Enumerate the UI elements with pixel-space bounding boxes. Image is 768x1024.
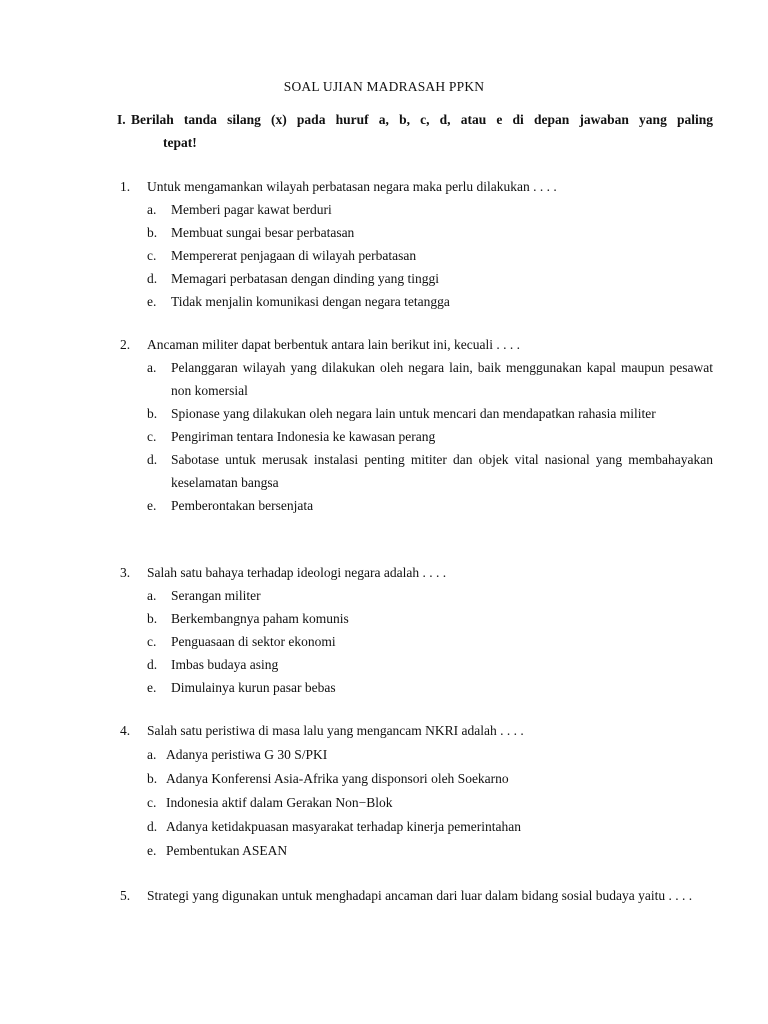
option-d[interactable] — [120, 815, 713, 839]
option-text: Mempererat penjagaan di wilayah perbatasan — [171, 248, 417, 263]
option-e[interactable] — [120, 494, 713, 517]
option-text: Imbas budaya asing — [171, 657, 279, 672]
option-a[interactable] — [120, 743, 713, 767]
option-d[interactable] — [120, 267, 713, 290]
option-letter: b. — [147, 225, 158, 240]
option-e[interactable] — [120, 290, 713, 313]
question-number: 3. — [120, 565, 131, 580]
option-text: Adanya Konferensi Asia-Afrika yang disponsori oleh Soekarno — [166, 771, 509, 786]
question-2 — [120, 333, 713, 517]
option-b[interactable] — [120, 767, 713, 791]
option-list — [120, 743, 713, 863]
option-text: Memberi pagar kawat berduri — [171, 202, 332, 217]
option-b[interactable] — [120, 402, 713, 425]
option-text: Pelanggaran wilayah yang dilakukan oleh negara lain, baik menggunakan kapal maupun pesawat non komersial — [171, 360, 713, 398]
option-list — [120, 584, 713, 699]
option-letter: d. — [147, 452, 158, 467]
option-list — [120, 198, 713, 313]
question-text: Strategi yang digunakan untuk menghadapi ancaman dari luar dalam bidang sosial budaya yaitu . . . . — [147, 888, 693, 903]
question-text: Untuk mengamankan wilayah perbatasan negara maka perlu dilakukan . . . . — [147, 179, 557, 194]
option-b[interactable] — [120, 607, 713, 630]
option-d[interactable] — [120, 448, 713, 494]
question-number: 5. — [120, 888, 131, 903]
option-letter: b. — [147, 611, 158, 626]
option-text: Adanya ketidakpuasan masyarakat terhadap kinerja pemerintahan — [166, 819, 521, 834]
option-letter: d. — [147, 271, 158, 286]
option-letter: e. — [147, 680, 157, 695]
option-letter: a. — [147, 747, 157, 762]
option-letter: b. — [147, 771, 158, 786]
option-a[interactable] — [120, 356, 713, 402]
option-letter: d. — [147, 819, 158, 834]
option-text: Adanya peristiwa G 30 S/PKI — [166, 747, 328, 762]
option-text: Tidak menjalin komunikasi dengan negara tetangga — [171, 294, 450, 309]
option-c[interactable] — [120, 425, 713, 448]
option-letter: a. — [147, 588, 157, 603]
option-a[interactable] — [120, 198, 713, 221]
option-text: Berkembangnya paham komunis — [171, 611, 349, 626]
option-text: Pengiriman tentara Indonesia ke kawasan perang — [171, 429, 436, 444]
option-b[interactable] — [120, 221, 713, 244]
option-letter: d. — [147, 657, 158, 672]
instruction-line-1 — [131, 108, 713, 131]
option-text: Dimulainya kurun pasar bebas — [171, 680, 336, 695]
option-e[interactable] — [120, 676, 713, 699]
question-number: 1. — [120, 179, 131, 194]
option-letter: e. — [147, 843, 157, 858]
question-number: 4. — [120, 723, 131, 738]
option-list — [120, 356, 713, 517]
option-letter: a. — [147, 360, 157, 375]
option-text: Penguasaan di sektor ekonomi — [171, 634, 336, 649]
option-text: Memagari perbatasan dengan dinding yang tinggi — [171, 271, 440, 286]
option-letter: b. — [147, 406, 158, 421]
option-letter: e. — [147, 294, 157, 309]
question-text: Salah satu bahaya terhadap ideologi negara adalah . . . . — [147, 565, 447, 580]
question-text: Ancaman militer dapat berbentuk antara lain berikut ini, kecuali . . . . — [147, 337, 520, 352]
option-d[interactable] — [120, 653, 713, 676]
exam-title: SOAL UJIAN MADRASAH PPKN — [283, 79, 485, 94]
option-letter: c. — [147, 634, 157, 649]
option-c[interactable] — [120, 244, 713, 267]
option-text: Sabotase untuk merusak instalasi penting mititer dan objek vital nasional yang membahayakan keselamatan bangsa — [171, 452, 713, 490]
option-letter: a. — [147, 202, 157, 217]
option-c[interactable] — [120, 630, 713, 653]
option-text: Serangan militer — [171, 588, 261, 603]
question-4 — [120, 719, 713, 863]
question-5 — [120, 884, 713, 907]
option-text: Membuat sungai besar perbatasan — [171, 225, 355, 240]
option-letter: c. — [147, 795, 157, 810]
section-number: I. — [117, 112, 126, 127]
option-text: Spionase yang dilakukan oleh negara lain untuk mencari dan mendapatkan rahasia militer — [171, 406, 656, 421]
option-letter: c. — [147, 429, 157, 444]
question-text: Salah satu peristiwa di masa lalu yang mengancam NKRI adalah . . . . — [147, 723, 524, 738]
option-a[interactable] — [120, 584, 713, 607]
option-letter: c. — [147, 248, 157, 263]
option-letter: e. — [147, 498, 157, 513]
option-e[interactable] — [120, 839, 713, 863]
option-text: Indonesia aktif dalam Gerakan Non−Blok — [166, 795, 393, 810]
option-text: Pembentukan ASEAN — [166, 843, 288, 858]
instruction-text: Berilah tanda silang (x) pada huruf a, b, c, d, atau e di depan jawaban yang paling — [131, 112, 713, 127]
instruction-line-2: tepat! — [163, 135, 197, 150]
option-text: Pemberontakan bersenjata — [171, 498, 314, 513]
question-1 — [120, 175, 713, 313]
option-c[interactable] — [120, 791, 713, 815]
question-3 — [120, 561, 713, 699]
question-number: 2. — [120, 337, 131, 352]
